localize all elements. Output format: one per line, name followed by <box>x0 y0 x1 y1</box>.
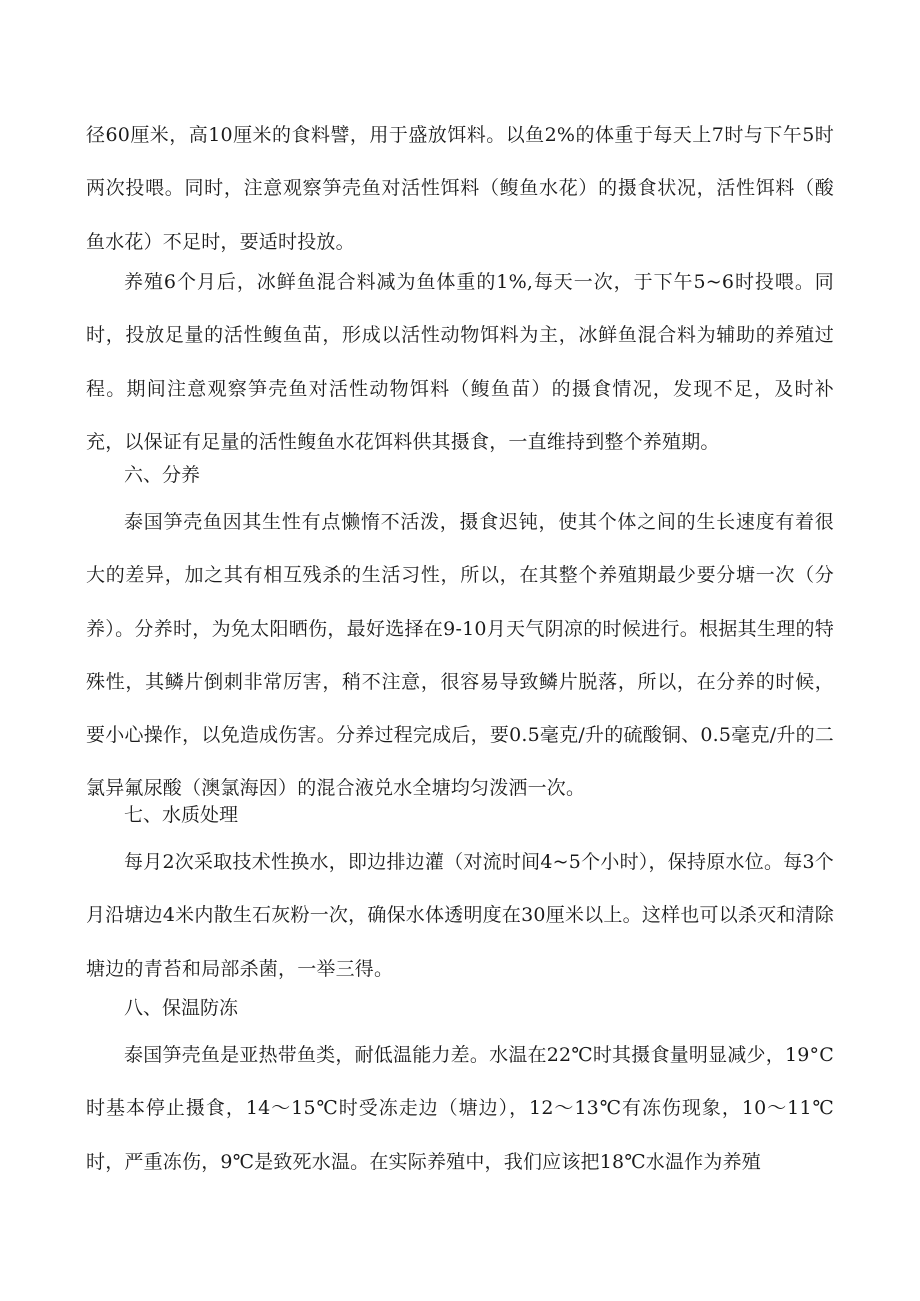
paragraph-feeding-schedule: 径60厘米，高10厘米的食料譬，用于盛放饵料。以鱼2%的体重于每天上7时与下午5时两次投喂。同时，注意观察笋壳鱼对活性饵料（鳆鱼水花）的摄食状况，活性饵料（酸鱼水花）不足时，要适时投放。 <box>86 124 834 253</box>
section-heading-warmth-frost: 八、保温防冻 <box>124 997 239 1019</box>
section-heading-water-quality: 七、水质处理 <box>124 804 239 826</box>
paragraph-warmth-frost: 泰国笋壳鱼是亚热带鱼类，耐低温能力差。水温在22℃时其摄食量明显减少，19°C时基本停止摄食，14～15℃时受冻走边（塘边），12～13℃有冻伤现象，10～11℃时，严重冻伤，9℃是致死水温。在实际养殖中，我们应该把18℃水温作为养殖 <box>86 1044 834 1173</box>
section-heading-split-culture: 六、分养 <box>124 464 201 486</box>
paragraph-after-six-months: 养殖6个月后，冰鲜鱼混合料减为鱼体重的1%,每天一次，于下午5~6时投喂。同时，投放足量的活性鳆鱼苗，形成以活性动物饵料为主，冰鲜鱼混合料为辅助的养殖过程。期间注意观察笋壳鱼对活性动物饵料（鳆鱼苗）的摄食情况，发现不足，及时补充，以保证有足量的活性鳆鱼水花饵料供其摄食，一直维持到整个养殖期。 <box>86 271 834 453</box>
paragraph-water-quality: 每月2次采取技术性换水，即边排边灌（对流时间4~5个小时），保持原水位。每3个月沿塘边4米内散生石灰粉一次，确保水体透明度在30厘米以上。这样也可以杀灭和清除塘边的青苔和局部杀菌，一举三得。 <box>86 851 834 980</box>
paragraph-split-culture: 泰国笋壳鱼因其生性有点懒惰不活泼，摄食迟钝，使其个体之间的生长速度有着很大的差异，加之其有相互残杀的生活习性，所以，在其整个养殖期最少要分塘一次（分养）。分养时，为免太阳晒伤，最好选择在9-10月天气阴凉的时候进行。根据其生理的特殊性，其鳞片倒刺非常厉害，稍不注意，很容易导致鳞片脱落，所以，在分养的时候，要小心操作，以免造成伤害。分养过程完成后，要0.5毫克/升的硫酸铜、0.5毫克/升的二氯异氟尿酸（澳氯海因）的混合液兑水全塘均匀泼洒一次。 <box>86 511 834 800</box>
